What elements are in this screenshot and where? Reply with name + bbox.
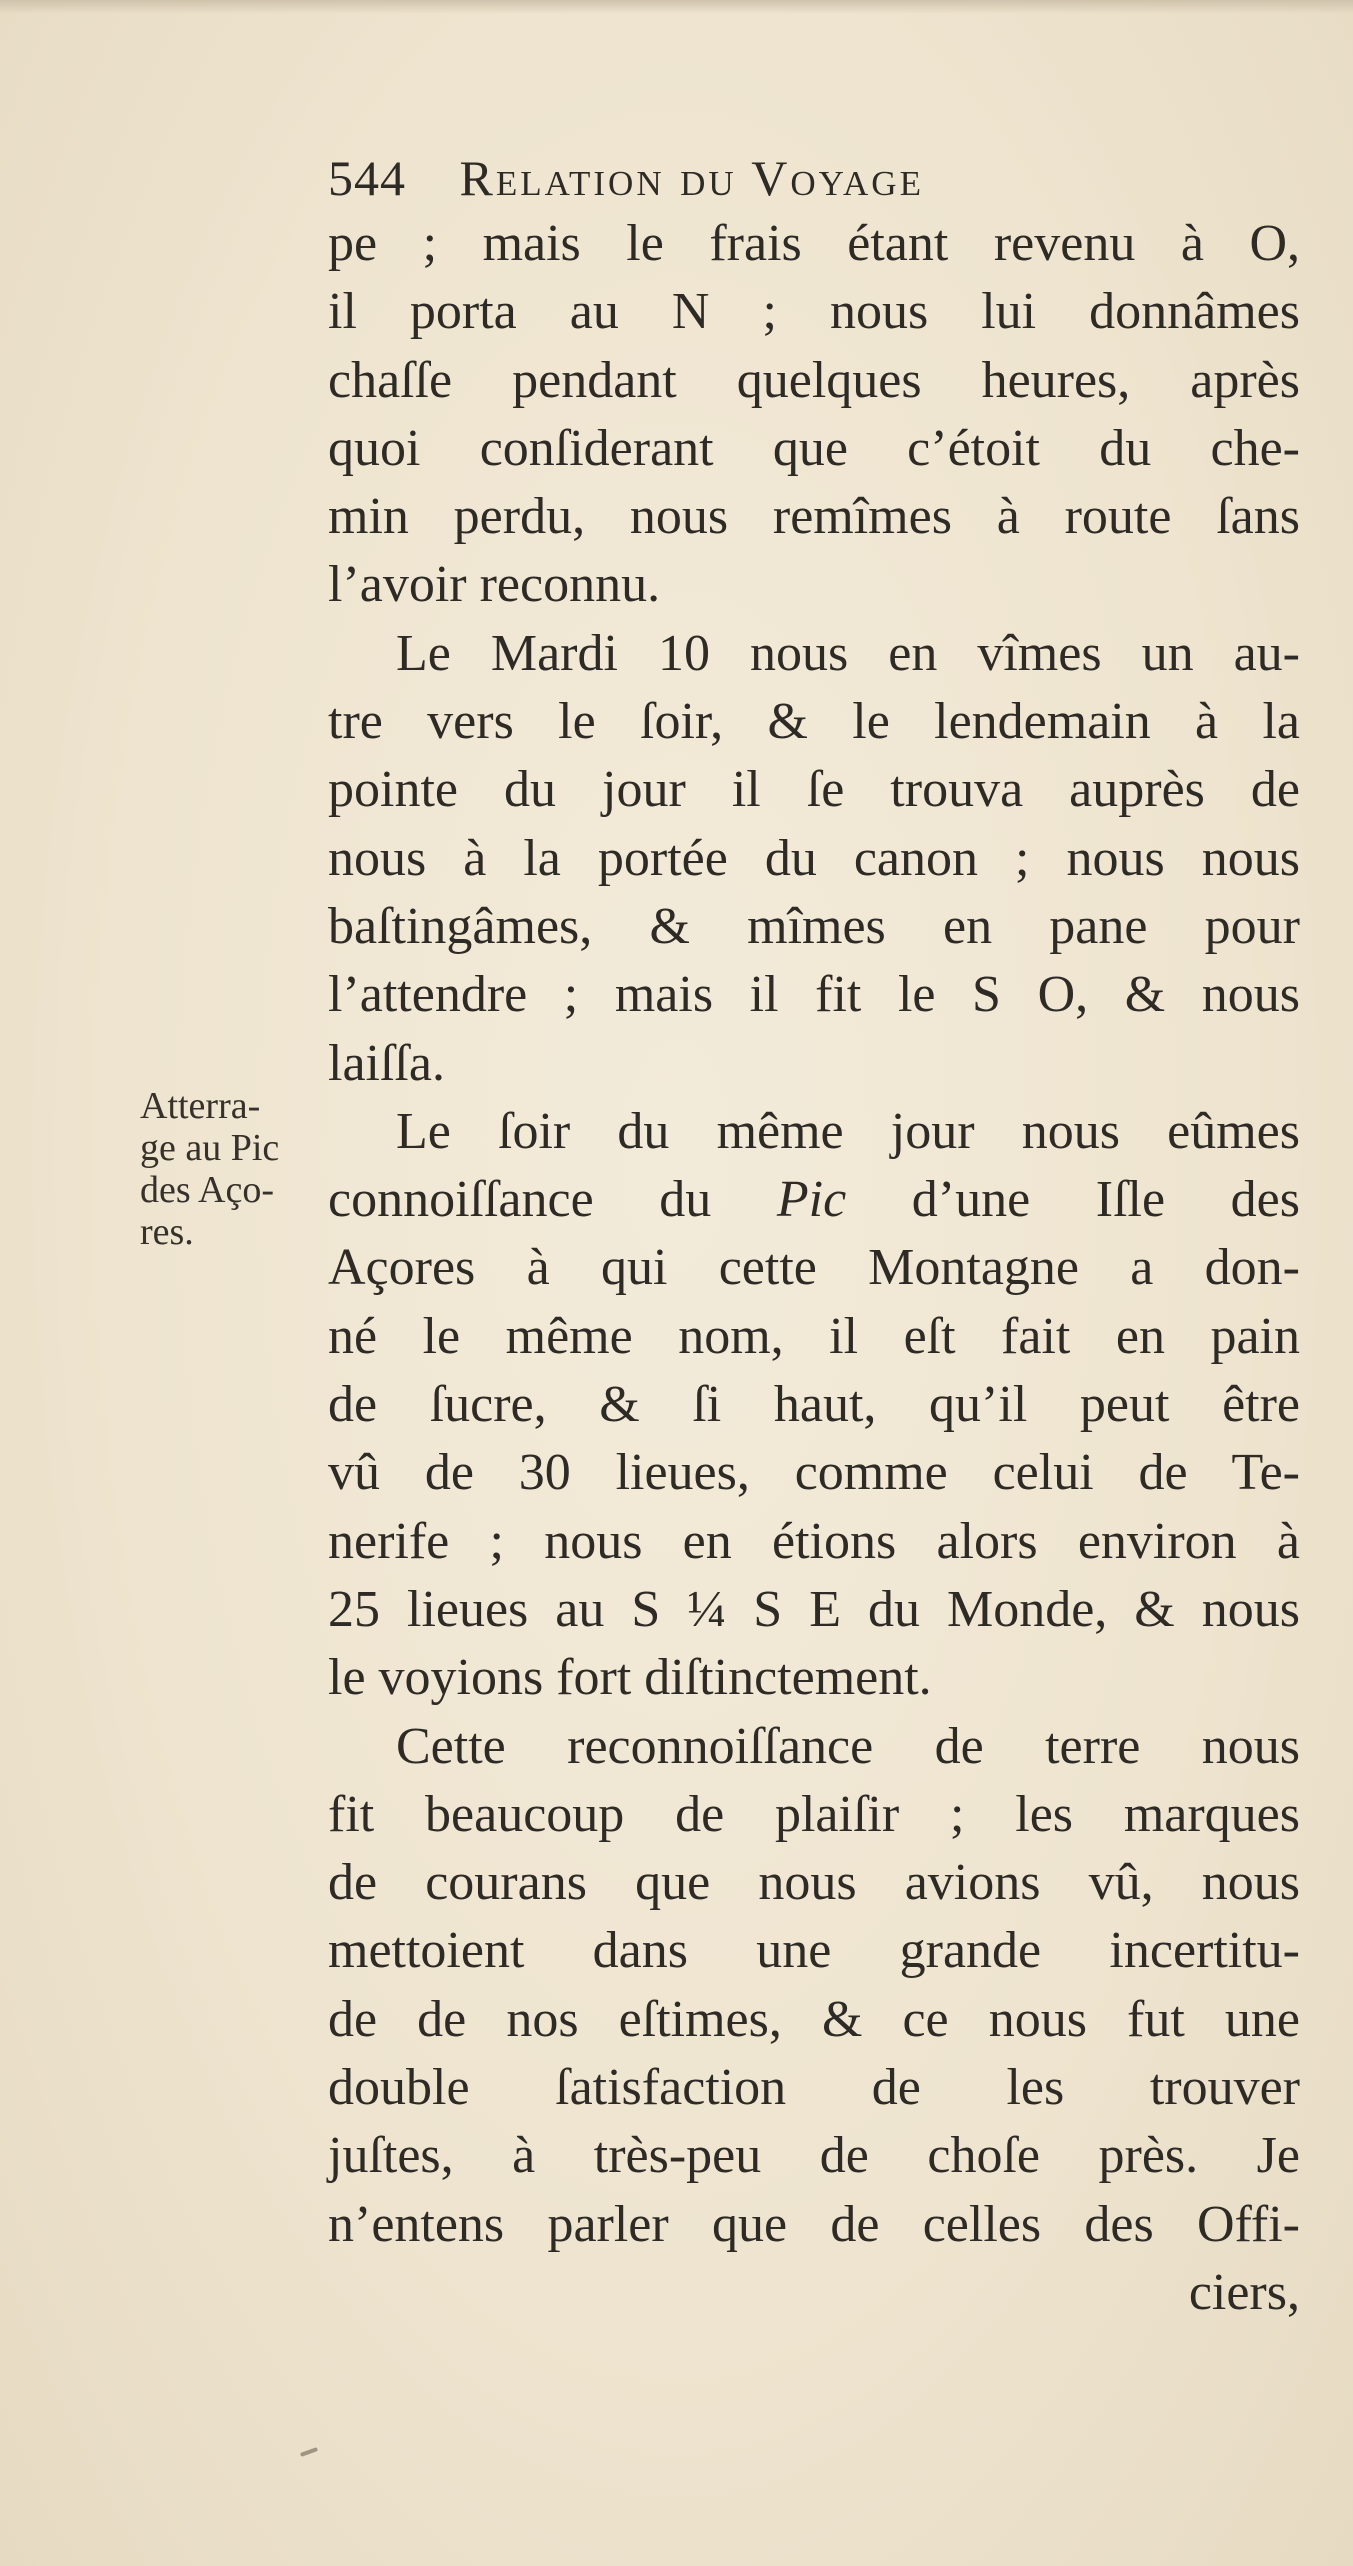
text-line: connoiſſance du Pic d’une Iſle des [328, 1171, 1300, 1229]
text-line: laiſſa. [328, 1034, 445, 1092]
page-edge-shadow [0, 0, 1353, 14]
text-line: de courans que nous avions vû, nous [328, 1854, 1300, 1912]
text-line: nous à la portée du canon ; nous nous [328, 829, 1300, 887]
text-line: né le même nom, il eſt fait en pain [328, 1307, 1300, 1365]
text-line: double ſatisfaction de les trouver [328, 2059, 1300, 2117]
margin-note-line: Atterra- [140, 1085, 261, 1127]
text-line: min perdu, nous remîmes à route ſans [328, 488, 1300, 546]
text-line: mettoient dans une grande incertitu- [328, 1922, 1300, 1980]
text-line: Le ſoir du même jour nous eûmes [396, 1102, 1300, 1160]
margin-note-line: ge au Pic [140, 1127, 280, 1169]
text-line: Cette reconnoiſſance de terre nous [396, 1717, 1300, 1775]
text-line: l’avoir reconnu. [328, 556, 661, 614]
text-line: 25 lieues au S ¼ S E du Monde, & nous [328, 1580, 1300, 1638]
text-line: Açores à qui cette Montagne a don- [328, 1239, 1300, 1297]
text-line: n’entens parler que de celles des Offi- [328, 2195, 1300, 2253]
text-line: de ſucre, & ſi haut, qu’il peut être [328, 1376, 1300, 1434]
text-line: l’attendre ; mais il fit le S O, & nous [328, 966, 1300, 1024]
text-line: chaſſe pendant quelques heures, après [328, 351, 1300, 409]
body-text [328, 210, 1300, 2327]
text-line: quoi conſiderant que c’étoit du che- [328, 419, 1300, 477]
margin-note [140, 1085, 330, 1253]
text-line: il porta au N ; nous lui donnâmes [328, 283, 1300, 341]
text-line: fit beaucoup de plaiſir ; les marques [328, 1785, 1300, 1843]
running-title: Relation du Voyage [459, 150, 924, 206]
text-line: nerife ; nous en étions alors environ à [328, 1512, 1300, 1570]
text-line: pointe du jour il ſe trouva auprès de [328, 761, 1300, 819]
page-number: 544 [328, 150, 406, 206]
italic-word: Pic [776, 1171, 847, 1229]
text-line: de de nos eſtimes, & ce nous fut une [328, 1990, 1300, 2048]
text-line: vû de 30 lieues, comme celui de Te- [328, 1444, 1300, 1502]
text-line: ciers, [1188, 2263, 1300, 2321]
text-line: le voyions fort diſtinctement. [328, 1649, 932, 1707]
running-header [328, 148, 1308, 208]
margin-note-line: des Aço- [140, 1169, 275, 1211]
text-line: baſtingâmes, & mîmes en pane pour [328, 897, 1300, 955]
text-line: pe ; mais le frais étant revenu à O, [328, 215, 1300, 272]
text-line: tre vers le ſoir, & le lendemain à la [328, 693, 1300, 751]
text-line: juſtes, à très-peu de choſe près. Je [328, 2127, 1300, 2185]
margin-note-line: res. [140, 1211, 194, 1253]
paper-speck [300, 2447, 318, 2457]
text-line: Le Mardi 10 nous en vîmes un au- [396, 624, 1300, 682]
